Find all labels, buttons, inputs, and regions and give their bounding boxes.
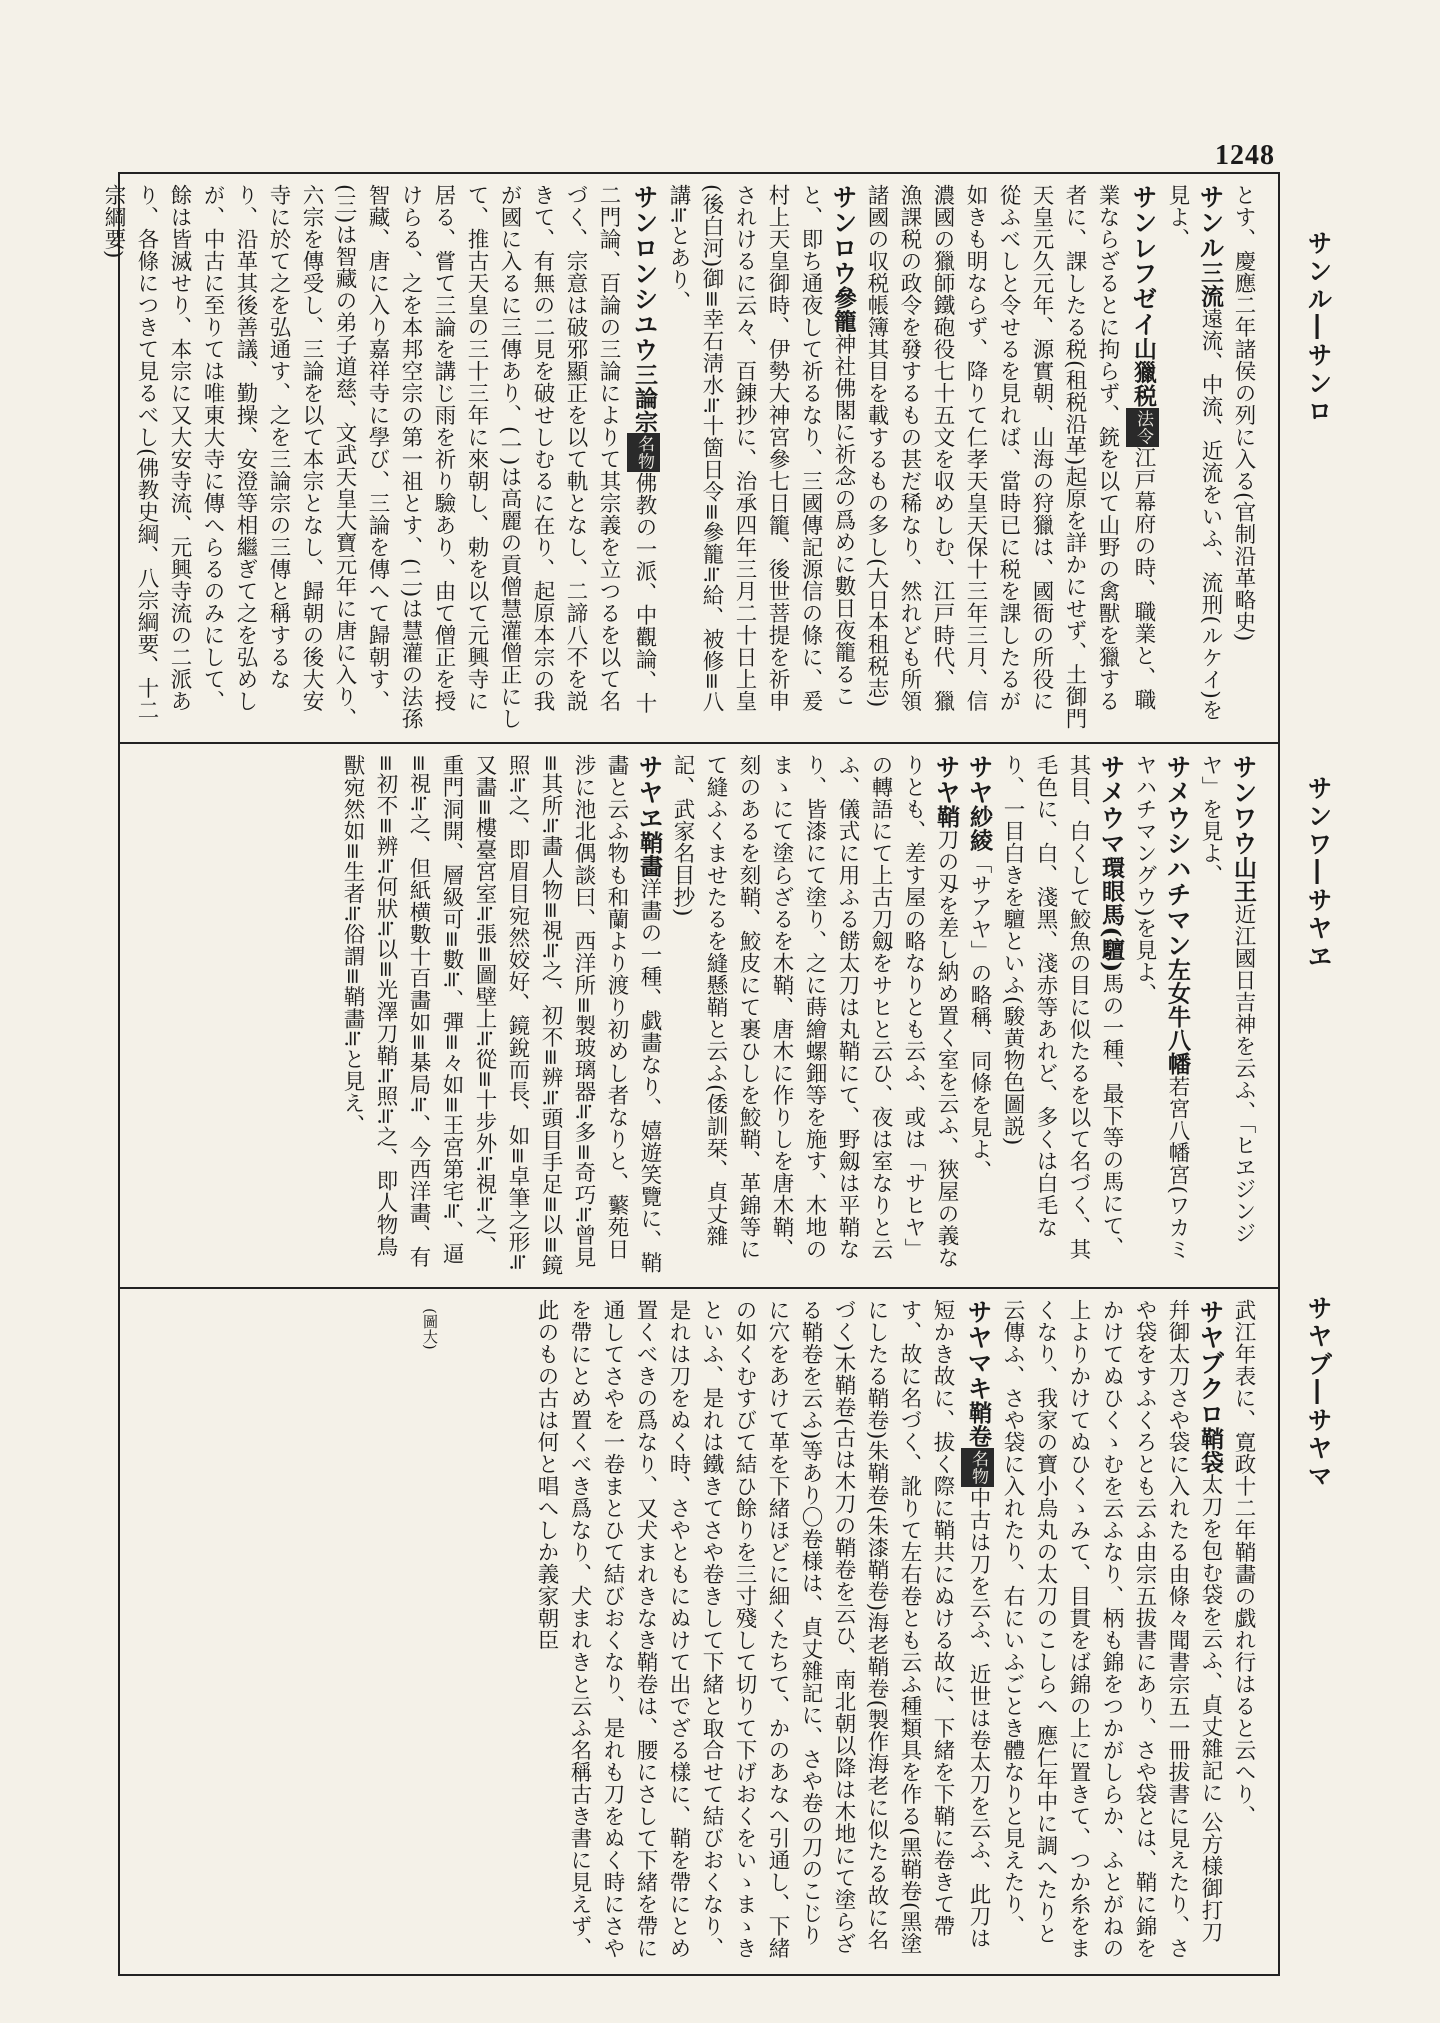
entry-kanji: 鞘 (933, 805, 960, 829)
headword: サンワウ (1229, 754, 1258, 856)
entry-body: 近江國日吉神を云ふ、「ヒヱジンジヤ」を見よ、 (1198, 754, 1256, 1245)
headword: サヤ (932, 754, 961, 805)
headword: サンル (1196, 184, 1225, 261)
entry-body: 刀の刄を差し納め置く室を云ふ、狹屋の義なりとも、差す屋の略なりとも云ふ、或は「サヒヤ」の轉語にて上古刀劔をサヒと云ひ、夜は室なりと云ふ、儀式に用ふる餝太刀は丸鞘にて、野劔は平鞘なり、皆漆にて塗り、之に蒔繪螺鈿等を施す、木地のまゝにて塗らざるを木鞘、唐木に作りしを唐木鞘、刻のあるを刻鞘、鮫皮にて裹ひしを鮫鞘、革錦等にて縫ふくませたるを縫懸鞘と云ふ(倭訓栞、貞丈雜記、武家名目抄) (670, 754, 959, 1269)
entry-body: 遠流、中流、近流をいふ、流刑(ルケイ)を見よ、 (1165, 184, 1223, 722)
entry-sanrefuzei (864, 184, 1156, 730)
entry-kanji: 三流 (1197, 260, 1224, 308)
section-2 (122, 748, 1272, 1283)
page-number: 1248 (1215, 140, 1275, 171)
entry-body: 中古は刀を云ふ、近世は卷太刀を云ふ、此刀は短かき故に、拔く際に鞘共にぬける故に、下緒を下鞘に卷きて帶す、故に名づく、訛りて左右卷とも云ふ種類具を作る(黑鞘卷(黑塗にしたる鞘卷)朱鞘卷(朱漆鞘卷)海老鞘卷(製作海老に似たる故に名づく)木鞘卷(古は木刀の鞘卷を云ひ、南北朝以降は木地にて塗らざる鞘卷を云ふ)等あり〇卷様は、貞丈雜記に、さや卷の刀のこじりに穴をあけて革を下緒ほどに細くたちて、かのあなへ引通し、下緒の如くむすびて結ひ餘りを三寸殘して切りて下げおくをいゝまゝきといふ、是れは鐵きてさや卷きして下緒と取合せて結びおくなり、是れは刀をぬく時、さやともにぬけて出でざる樣に、鞘を帶にとめ置くべきの爲なり、又犬まれきなき鞘卷は、腰にさして下緒を帶に通してさやを一卷まとひて結びおくなり、是れも刀をぬく時にさやを帶にとめ置くべき爲なり、犬まれきと云ふ名稱古き書に見えず、此のもの古は何と唱へしか義家朝臣 (534, 1299, 991, 1959)
entry-kanji: 鞘袋 (1197, 1426, 1224, 1474)
entry-kanji: 紗綾 (966, 805, 993, 852)
entry-saya-saaya (967, 754, 992, 1182)
headword: サメウマ (1097, 754, 1126, 856)
headword: サンロンシユウ (630, 184, 659, 363)
entry-sanronshuu (101, 184, 657, 730)
entry-body: 佛教の一派、中觀論、十二門論、百論の三論によりて其宗義を立つるを以て名づく、宗意は破邪顯正を以て軌となし、二諦八不を説きて、有無の二見を破せしむるに在り、起原本宗の我が國に入るに三傳あり、(一)は高麗の貢僧慧灌僧正にして、推古天皇の三十三年に來朝し、勅を以て元興寺に居る、嘗て三論を講じ雨を祈り驗あり、由て僧正を授けらる、之を本邦空宗の第一祖とす、(二)は慧灌の法孫智藏、唐に入り嘉祥寺に學び、三論を傳へて歸朝す、(三)は智藏の弟子道慈、文武天皇大寶元年に唐に入り、六宗を傳受し、三論を以て本宗となし、歸朝の後大安寺に於て之を弘通す、之を三論宗の三傳と稱するなり、沿革其後善議、勤操、安澄等相繼ぎて之を弘めしが、中古に至りては唯東大寺に傳へらるのみにして、餘は皆滅せり、本宗に又大安寺流、元興寺流の二派あり、各條につきて見るべし(佛教史綱、八宗綱要、十二宗綱要) (101, 184, 657, 730)
entry-kanji: 三論宗 (631, 362, 658, 433)
entry-kanji: 環眼馬(驙) (1098, 856, 1125, 973)
section-2-text (140, 754, 1260, 1277)
entry-sanru (1165, 184, 1223, 721)
entry-kanji: 參籠 (830, 286, 857, 333)
headword: サメウシハチマン (1163, 754, 1192, 958)
entry-body: 「サアヤ」の略稱、同條を見よ、 (967, 852, 992, 1182)
entry-sameuma (1000, 754, 1124, 1260)
entry-kanji: 山獵税 (1130, 337, 1157, 408)
entry-body: 江戸幕府の時、職業と、職業ならざるとに拘らず、銃を以て山野の禽獸を獵する者に、課したる税(租税沿革)起原を詳かにせず、土御門天皇元久元年、源實朝、山海の狩獵は、國衙の所役に從ふべしと令せるを見れば、當時已に税を課したるが如きも明ならず、降りて仁孝天皇天保十三年三月、信濃國の獵師鐵砲役七十五文を収めしむ、江戸時代、獵漁課税の政令を發するもの甚だ稀なり、然れども所領諸國の収税帳簿其目を載するもの多し(大日本租税志) (864, 184, 1156, 730)
entry-sayamaki (534, 1299, 991, 1959)
section-1-text (101, 184, 1260, 732)
running-head-1: サンル―サンロ (1304, 230, 1333, 426)
entry-body: 神社佛閣に祈念の爲めに數日夜籠ること、即ち通夜して祈るなり、三國傳記源信の條に、爰村上天皇御時、伊勢大神宮參七日籠、後世菩提を祈申されけるに云々、百錬抄に、治承四年三月二十日上皇(後白河)御≡幸石淸水≒十箇日令≡參籠≒給、被修≡八講≒とあり、 (666, 184, 856, 713)
entry-kanji: 鞘畵 (636, 830, 663, 878)
category-tag: 名物 (627, 433, 660, 472)
category-tag: 名物 (961, 1448, 994, 1487)
entry-body: 馬の一種、最下等の馬にて、其目、白くして鮫魚の目に似たるを以て名づく、其毛色に、白、淺黑、淺赤等あれど、多くは白毛なり、一目白きを驙といふ(駿黄物色圖説) (1000, 754, 1124, 1260)
headword: サヤマキ (964, 1299, 993, 1401)
entry-sanwau (1198, 754, 1256, 1244)
headword: サンロウ (829, 184, 858, 286)
entry-kanji: 山王 (1230, 856, 1257, 903)
section-divider-2 (118, 1287, 1278, 1289)
running-head-2: サンワ―サヤヱ (1304, 775, 1333, 971)
headword: サンレフゼイ (1129, 184, 1158, 337)
running-head-3: サヤブ―サヤマ (1304, 1295, 1333, 1491)
category-tag: 法令 (1126, 408, 1159, 447)
entry-kanji: 鞘卷 (965, 1401, 992, 1448)
entry-sayae (340, 754, 662, 1276)
entry-continuation: 武江年表に、寛政十二年鞘畵の戯れ行はると云へり、 (1231, 1299, 1256, 1827)
entry-body: 太刀を包む袋を云ふ、貞丈雜記に 公方様御打刀幷御太刀さや袋に入れたる由條々聞書宗五一冊拔書に見えたり、さや袋をすふくろとも云ふ由宗五拔書にあり、さや袋とは、鞘に錦をかけてぬひくゝむを云ふなり、柄も錦をつかがしらか、ふとがねの上よりかけてぬひくゝみて、目貫をば錦の上に置きて、つか糸をまくなり、我家の寶小烏丸の太刀のこしらへ 應仁年中に調へたりと云傳ふ、さや袋に入れたり、右にいふごとき體なりと見えたり、 (1000, 1299, 1223, 1959)
entry-body: 若宮八幡宮(ワカミヤハチマングウ)を見よ、 (1132, 754, 1190, 1261)
section-3-text (140, 1299, 1260, 1962)
entry-sanrou (666, 184, 856, 712)
section-1 (101, 178, 1272, 738)
section-3 (122, 1293, 1272, 1968)
figure-label: (圖大) (421, 1308, 439, 1350)
headword: サヤ (965, 754, 994, 805)
entry-continuation: とす、慶應二年諸侯の列に入る(官制沿革略史) (1231, 184, 1256, 642)
entry-sayabukuro (1000, 1299, 1223, 1959)
headword: サヤヱ (635, 754, 664, 831)
headword: サヤブクロ (1196, 1299, 1225, 1427)
entry-sameushihachiman (1132, 754, 1190, 1260)
entry-kanji: 左女牛八幡 (1164, 958, 1191, 1076)
entry-body: 洋畵の一種、戯畵なり、嬉遊笑覽に、鞘畵と云ふ物も和蘭より渡り初めし者なりと、蘩苑日涉に池北偶談曰、西洋所≡製玻璃器≒多≡奇巧≒曾見≡其所≒畵人物≡視≒之、初不≡辨≒頭目手足≡以≡鏡照≒之、即眉目宛然姣好、鏡銳而長、如≡卓筆之形≒又畵≡樓臺宮室≒張≡圖壁上≒從≡十步外≒視≒之、重門洞開、層級可≡數≒、彈≡々如≡王宮第宅≒、逼≡視≒之、但紙横數十百畵如≡棊局≒、今西洋畵、有≡初不≡辨≒何狀≒以≡光澤刀鞘≒照≒之、即人物鳥獸宛然如≡生者≒俗謂≡鞘畵≒と見え、 (340, 754, 662, 1277)
section-divider-1 (118, 742, 1278, 744)
entry-saya-sheath (670, 754, 959, 1269)
